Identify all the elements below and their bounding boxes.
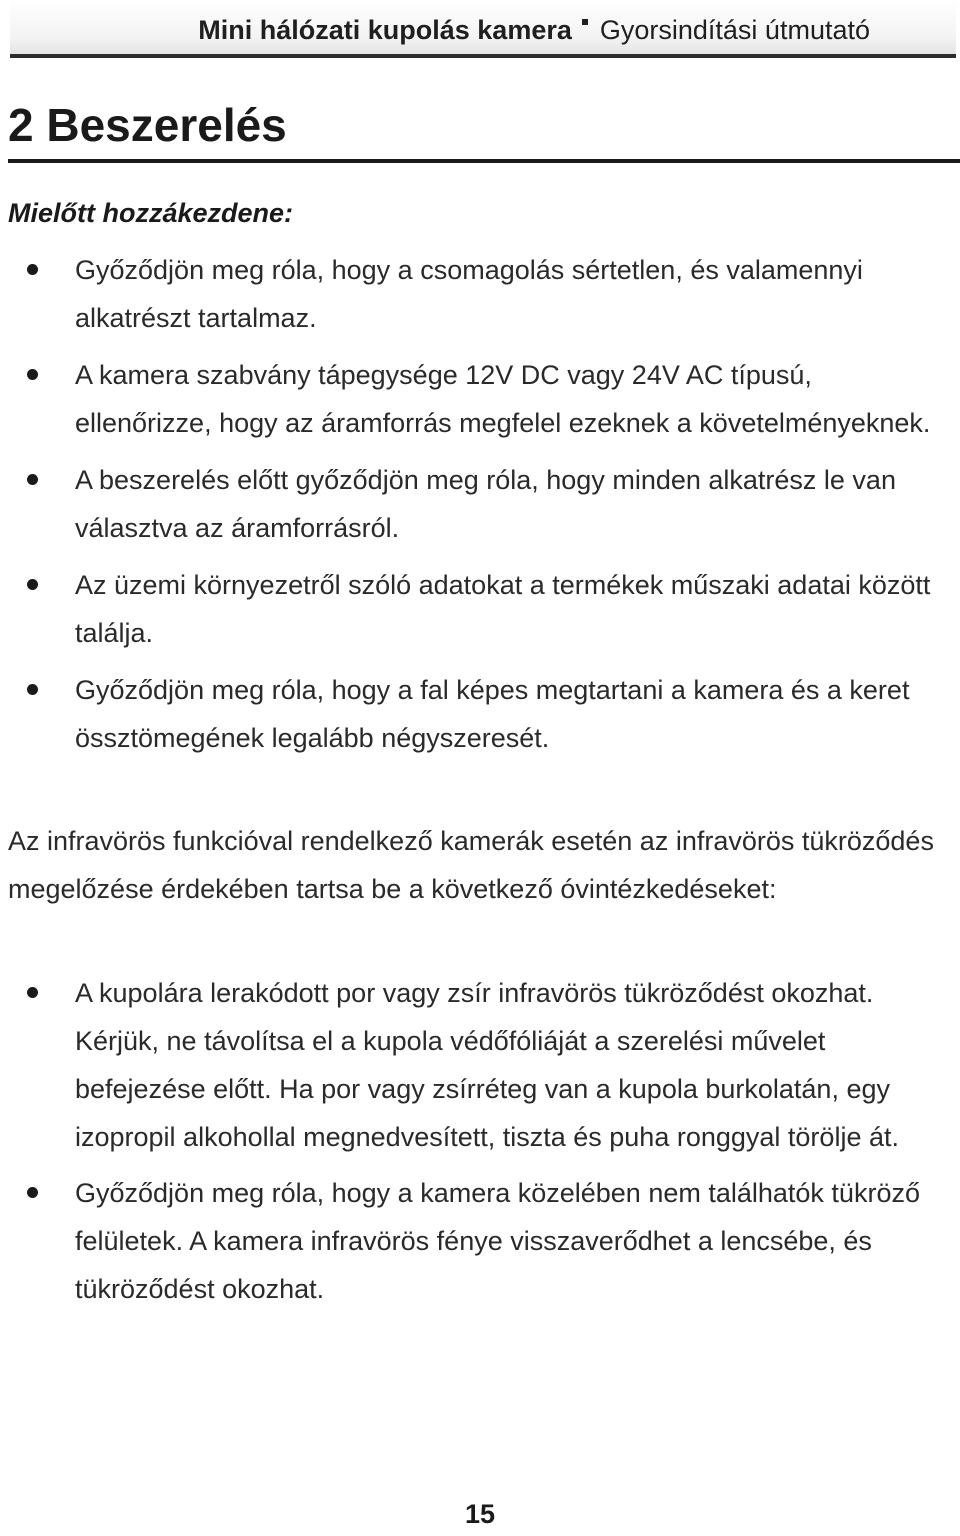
chapter-divider [8,159,960,163]
bullet-icon [27,474,38,485]
list-item-text: Az üzemi környezetről szóló adatokat a termékek műszaki adatai között találja. [75,570,931,648]
bullet-icon [27,264,38,275]
header-title [198,13,870,47]
list-item-text: Győződjön meg róla, hogy a csomagolás sértetlen, és valamennyi alkatrészt tartalmaz. [75,255,863,333]
list-item [0,351,950,447]
before-start-list [0,246,950,771]
before-start-heading: Mielőtt hozzákezdene: [8,198,294,228]
page-number: 15 [464,1499,496,1529]
chapter-title: 2 Beszerelés [8,99,287,151]
list-item [0,969,950,1161]
bullet-icon [27,369,38,380]
list-item [0,1169,950,1313]
list-item [0,561,950,657]
list-item-text: A beszerelés előtt győződjön meg róla, hogy minden alkatrész le van választva az áramforrásról. [75,465,896,543]
list-item-text: Győződjön meg róla, hogy a kamera közelében nem találhatók tükröző felületek. A kamera infravörös fénye visszaverődhet a lencsébe, és tükröződést okozhat. [75,1178,920,1304]
list-item [0,456,950,552]
bullet-icon [27,1187,38,1198]
list-item-text: A kupolára lerakódott por vagy zsír infravörös tükröződést okozhat. Kérjük, ne távolítsa el a kupola védőfóliáját a szerelési művelet befejezése előtt. Ha por vagy zsírréteg van a kupola burkolatán, egy izopropil alkohollal megnedvesített, tiszta és puha ronggyal törölje át. [75,978,899,1152]
infrared-precautions-list [0,969,950,1321]
infrared-intro-paragraph: Az infravörös funkcióval rendelkező kamerák esetén az infravörös tükröződés megelőzése érdekében tartsa be a következő óvintézkedéseket: [8,826,934,904]
page-header [10,0,956,58]
header-product-name: Mini hálózati kupolás kamera [198,15,572,45]
list-item [0,666,950,762]
header-separator-icon [582,19,588,25]
bullet-icon [27,684,38,695]
list-item-text: Győződjön meg róla, hogy a fal képes megtartani a kamera és a keret össztömegének legalább négyszeresét. [75,675,910,753]
header-guide-name: Gyorsindítási útmutató [599,15,870,45]
list-item-text: A kamera szabvány tápegysége 12V DC vagy 24V AC típusú, ellenőrizze, hogy az áramforrás megfelel ezeknek a követelményeknek. [75,360,931,438]
bullet-icon [27,579,38,590]
list-item [0,246,950,342]
bullet-icon [27,987,38,998]
